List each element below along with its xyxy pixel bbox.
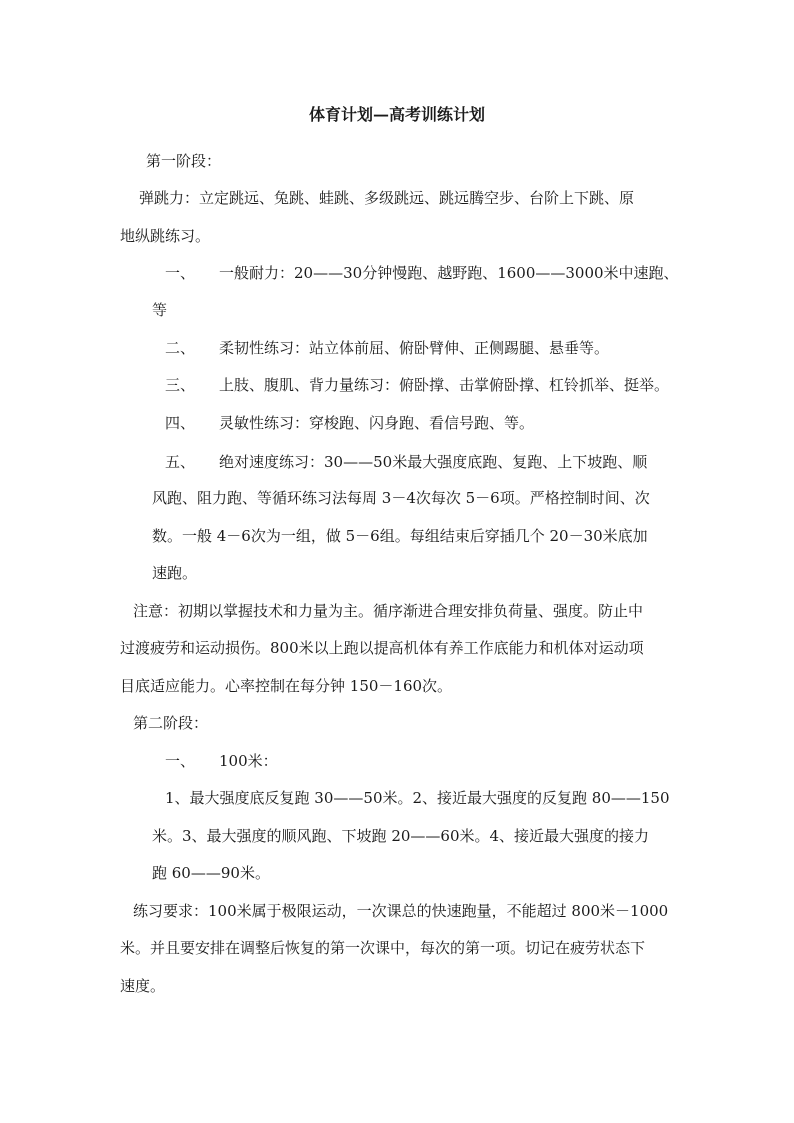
paragraph-line: 米。3、最大强度的顺风跑、下坡跑 20——60米。4、接近最大强度的接力	[152, 827, 650, 845]
list-item-text: 上肢、腹肌、背力量练习：俯卧撑、击掌俯卧撑、杠铃抓举、挺举。	[219, 376, 670, 394]
paragraph-line: 地纵跳练习。	[120, 227, 211, 245]
list-item-text: 一般耐力：20——30分钟慢跑、越野跑、1600——3000米中速跑、	[219, 264, 679, 282]
list-item-strength	[165, 373, 669, 397]
note-paragraph-line: 过渡疲劳和运动损伤。800米以上跑以提高机体有养工作底能力和机体对运动项	[120, 639, 644, 657]
list-item-text: 绝对速度练习：30——50米最大强度底跑、复跑、上下坡跑、顺	[219, 453, 648, 471]
paragraph-line: 弹跳力：立定跳远、兔跳、蛙跳、多级跳远、跳远腾空步、台阶上下跳、原	[139, 189, 635, 207]
list-marker: 一、	[165, 752, 196, 770]
paragraph-line: 跑 60——90米。	[152, 864, 270, 882]
list-marker: 三、	[165, 376, 196, 394]
list-marker: 一、	[165, 264, 196, 282]
list-marker: 四、	[165, 414, 196, 432]
note-paragraph-line: 注意：初期以掌握技术和力量为主。循序渐进合理安排负荷量、强度。防止中	[133, 602, 644, 620]
list-marker: 二、	[165, 339, 196, 357]
stage-two-heading: 第二阶段：	[133, 714, 209, 732]
list-item-text: 柔韧性练习：站立体前屈、俯卧臂伸、正侧踢腿、悬垂等。	[219, 339, 610, 357]
paragraph-line: 等	[152, 301, 168, 319]
paragraph-line: 数。一般 4－6次为一组，做 5－6组。每组结束后穿插几个 20－30米底加	[152, 527, 648, 545]
list-item-agility	[165, 411, 534, 435]
paragraph-line: 风跑、阻力跑、等循环练习法每周 3－4次每次 5－6项。严格控制时间、次	[152, 489, 650, 507]
list-item-speed	[165, 450, 647, 474]
list-item-100m	[165, 749, 278, 773]
paragraph-line: 速跑。	[152, 564, 198, 582]
requirements-paragraph-line: 速度。	[120, 977, 166, 995]
list-item-text: 100米：	[219, 752, 278, 770]
requirements-paragraph-line: 练习要求：100米属于极限运动，一次课总的快速跑量，不能超过 800米－1000	[133, 902, 669, 920]
document-title: 体育计划—高考训练计划	[308, 105, 485, 124]
paragraph-line: 1、最大强度底反复跑 30——50米。2、接近最大强度的反复跑 80——150	[165, 789, 670, 807]
list-item-text: 灵敏性练习：穿梭跑、闪身跑、看信号跑、等。	[219, 414, 535, 432]
list-marker: 五、	[165, 453, 196, 471]
note-paragraph-line: 目底适应能力。心率控制在每分钟 150－160次。	[120, 677, 453, 695]
list-item-flexibility	[165, 336, 609, 360]
stage-one-heading: 第一阶段：	[146, 152, 222, 170]
list-item-endurance	[165, 261, 679, 285]
requirements-paragraph-line: 米。并且要安排在调整后恢复的第一次课中，每次的第一项。切记在疲劳状态下	[120, 939, 646, 957]
